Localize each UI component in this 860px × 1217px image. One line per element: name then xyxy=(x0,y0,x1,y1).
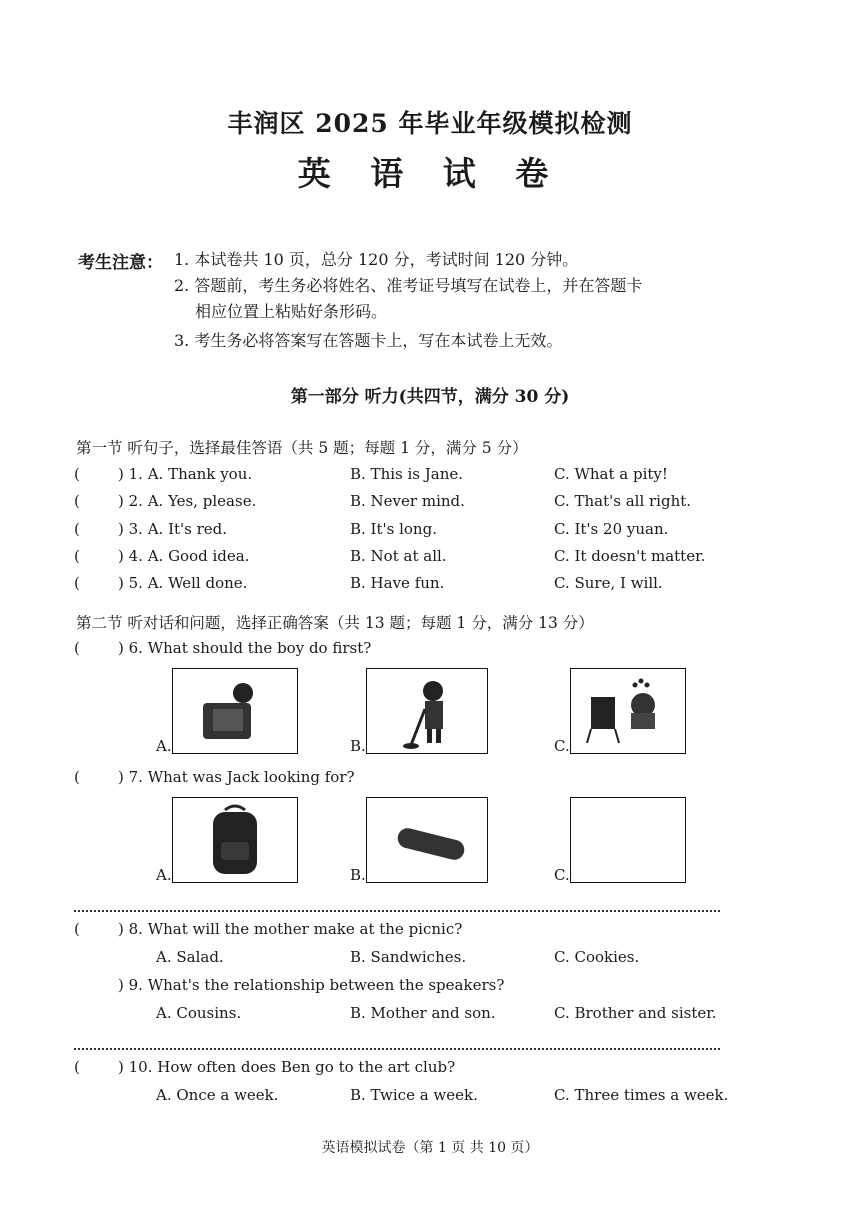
cooking-stove-icon xyxy=(571,669,685,753)
backpack-icon xyxy=(173,798,297,882)
answer-paren[interactable]: ( xyxy=(74,574,80,592)
option-b-label: B. xyxy=(350,737,366,755)
notice-item-2: 2. 答题前，考生务必将姓名、准考证号填写在试卷上，并在答题卡 xyxy=(174,276,643,295)
question-9: ) 9. What's the relationship between the speakers? xyxy=(118,976,505,994)
q10-option-a: A. Once a week. xyxy=(156,1086,279,1104)
q8-option-a: A. Salad. xyxy=(156,948,224,966)
boy-reading-icon xyxy=(173,669,297,753)
q7-picture-c[interactable] xyxy=(570,797,686,883)
answer-paren[interactable]: ( xyxy=(74,492,80,510)
q10-option-c: C. Three times a week. xyxy=(554,1086,729,1104)
q9-option-a: A. Cousins. xyxy=(156,1004,242,1022)
notice-label: 考生注意： xyxy=(78,253,163,273)
exam-title: 丰润区 2025 年毕业年级模拟检测 xyxy=(227,109,633,138)
section1-title: 第一节 听句子，选择最佳答语（共 5 题；每题 1 分，满分 5 分） xyxy=(76,439,528,457)
answer-paren[interactable]: ( xyxy=(74,768,80,786)
page-footer: 英语模拟试卷（第 1 页 共 10 页） xyxy=(321,1140,539,1156)
answer-paren[interactable]: ( xyxy=(74,1058,80,1076)
question-10: ( ) 10. How often does Ben go to the art club? xyxy=(74,1058,456,1076)
notice-item-3: 3. 考生务必将答案写在答题卡上，写在本试卷上无效。 xyxy=(174,331,563,350)
q6-picture-c[interactable] xyxy=(570,668,686,754)
q6-picture-b[interactable] xyxy=(366,668,488,754)
option-b-label: B. xyxy=(350,866,366,884)
q6-picture-a[interactable] xyxy=(172,668,298,754)
pencil-case-icon xyxy=(367,798,487,882)
q8-option-c: C. Cookies. xyxy=(554,948,640,966)
boy-sweeping-icon xyxy=(367,669,487,753)
q7-picture-b[interactable] xyxy=(366,797,488,883)
question-3: ( ) 3. A. It's red. B. It's long. C. It's 20 yuan. xyxy=(74,520,669,538)
question-7: ( ) 7. What was Jack looking for? xyxy=(74,768,355,786)
q9-option-b: B. Mother and son. xyxy=(350,1004,496,1022)
option-a-label: A. xyxy=(156,737,172,755)
q10-option-b: B. Twice a week. xyxy=(350,1086,478,1104)
option-c-label: C. xyxy=(554,737,570,755)
answer-paren[interactable]: ( xyxy=(74,547,80,565)
q7-picture-a[interactable] xyxy=(172,797,298,883)
exam-subtitle: 英 语 试 卷 xyxy=(297,154,563,193)
dotted-divider xyxy=(74,1048,720,1050)
option-c-label: C. xyxy=(554,866,570,884)
question-4: ( ) 4. A. Good idea. B. Not at all. C. It doesn't matter. xyxy=(74,547,706,565)
answer-paren[interactable]: ( xyxy=(74,465,80,483)
question-2: ( ) 2. A. Yes, please. B. Never mind. C. That's all right. xyxy=(74,492,692,510)
notice-item-1: 1. 本试卷共 10 页，总分 120 分，考试时间 120 分钟。 xyxy=(174,250,579,269)
question-5: ( ) 5. A. Well done. B. Have fun. C. Sure, I will. xyxy=(74,574,663,592)
option-a-label: A. xyxy=(156,866,172,884)
q8-option-b: B. Sandwiches. xyxy=(350,948,467,966)
answer-paren[interactable]: ( xyxy=(74,920,80,938)
q9-option-c: C. Brother and sister. xyxy=(554,1004,717,1022)
part1-title: 第一部分 听力(共四节，满分 30 分) xyxy=(290,387,570,407)
answer-paren[interactable]: ( xyxy=(74,520,80,538)
notice-item-2-cont: 相应位置上粘贴好条形码。 xyxy=(195,302,388,321)
dotted-divider xyxy=(74,910,720,912)
section2-title: 第二节 听对话和问题，选择正确答案（共 13 题；每题 1 分，满分 13 分） xyxy=(76,614,594,632)
question-8: ( ) 8. What will the mother make at the picnic? xyxy=(74,920,463,938)
question-1: ( ) 1. A. Thank you. B. This is Jane. C. What a pity! xyxy=(74,465,668,483)
answer-paren[interactable]: ( xyxy=(74,639,80,657)
question-6: ( ) 6. What should the boy do first? xyxy=(74,639,372,657)
